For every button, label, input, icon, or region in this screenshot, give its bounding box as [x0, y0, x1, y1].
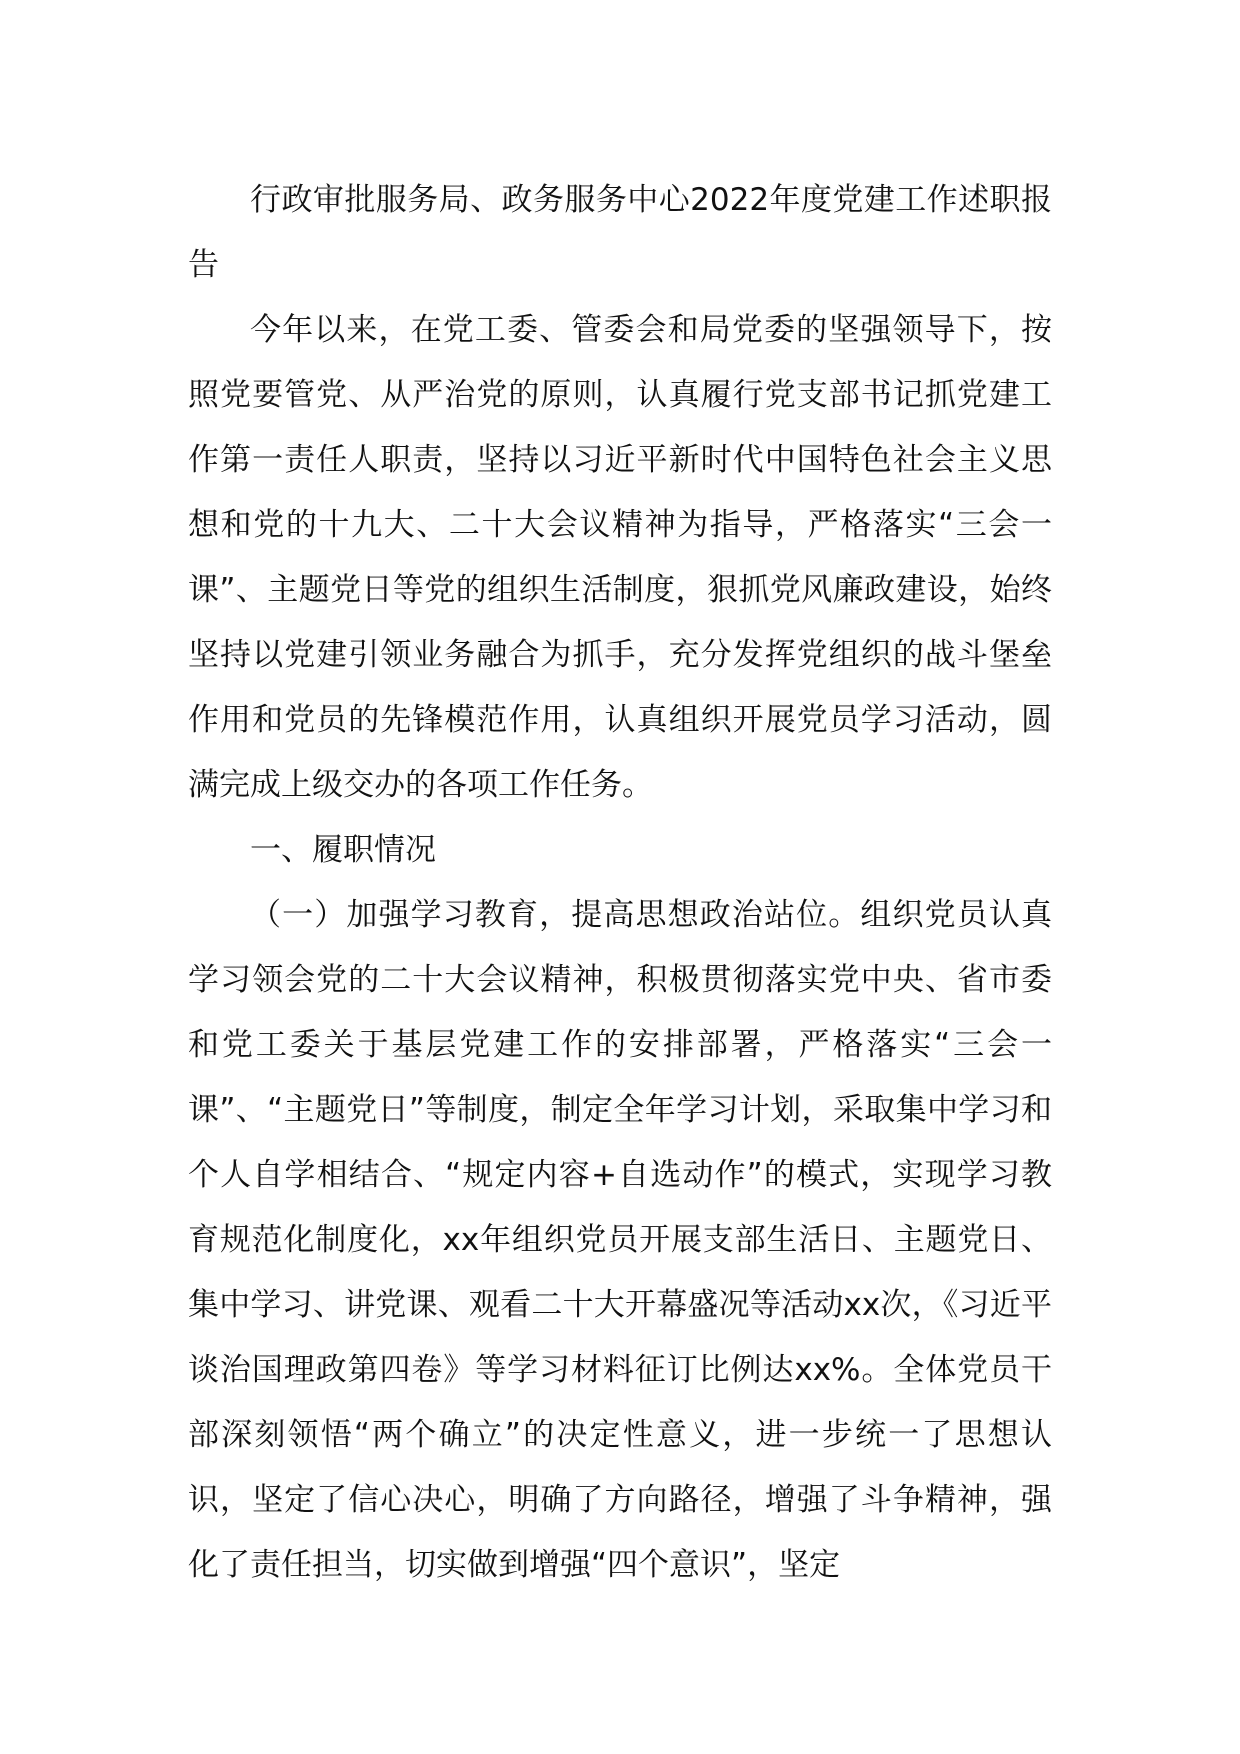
section-heading: 一、履职情况 [250, 832, 436, 868]
subsection-paragraph: （一）加强学习教育，提高思想政治站位。组织党员认真学习领会党的二十大会议精神，积极贯彻落实党中央、省市委和党工委关于基层党建工作的安排部署，严格落实“三会一课”、“主题党日”等制度，制定全年学习计划，采取集中学习和个人自学相结合、“规定内容+自选动作”的模式，实现学习教育规范化制度化，xx年组织党员开展支部生活日、主题党日、集中学习、讲党课、观看二十大开幕盛况等活动xx次，《习近平谈治国理政第四卷》等学习材料征订比例达xx%。全体党员干部深刻领悟“两个确立”的决定性意义，进一步统一了思想认识，坚定了信心决心，明确了方向路径，增强了斗争精神，强化了责任担当，切实做到增强“四个意识”，坚定 [188, 897, 1052, 1583]
document-title: 行政审批服务局、政务服务中心2022年度党建工作述职报告 [188, 182, 1052, 283]
document-body [188, 168, 1052, 1598]
intro-paragraph: 今年以来，在党工委、管委会和局党委的坚强领导下，按照党要管党、从严治党的原则，认真履行党支部书记抓党建工作第一责任人职责，坚持以习近平新时代中国特色社会主义思想和党的十九大、二十大会议精神为指导，严格落实“三会一课”、主题党日等党的组织生活制度，狠抓党风廉政建设，始终坚持以党建引领业务融合为抓手，充分发挥党组织的战斗堡垒作用和党员的先锋模范作用，认真组织开展党员学习活动，圆满完成上级交办的各项工作任务。 [188, 312, 1052, 803]
